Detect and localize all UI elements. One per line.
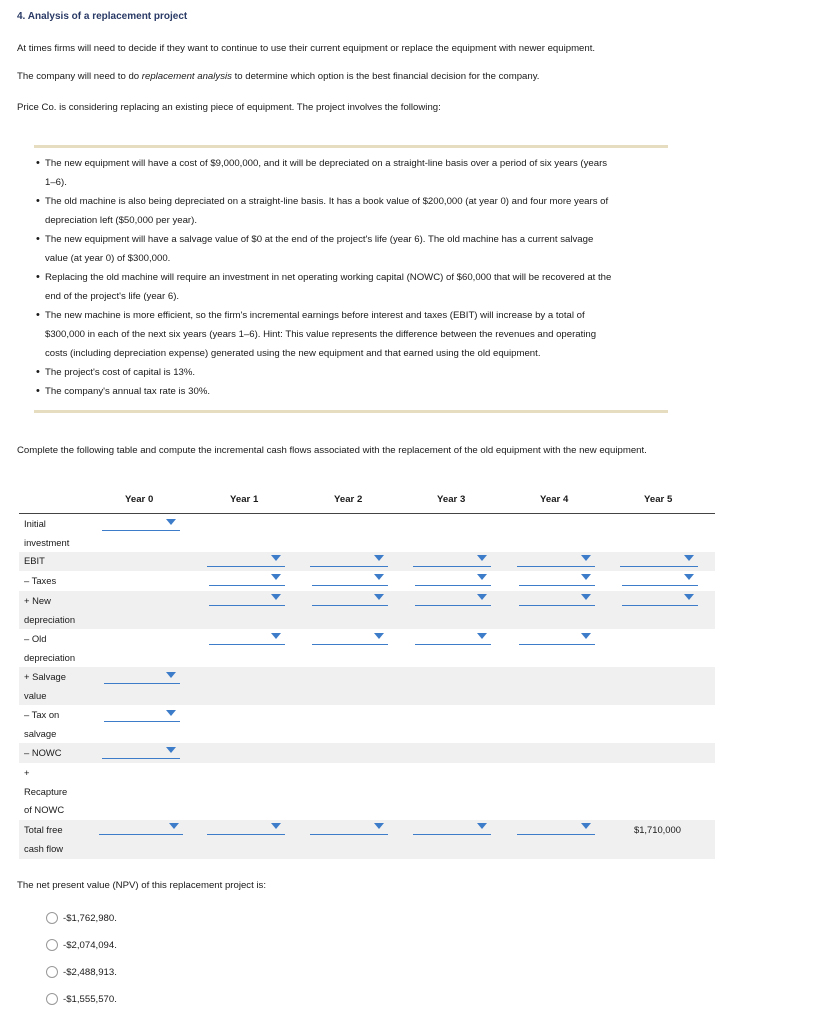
row-tax-on-salvage: – Tax on salvage <box>19 705 715 743</box>
row-salvage-value: + Salvage value <box>19 667 715 705</box>
chevron-down-icon <box>477 594 487 600</box>
chevron-down-icon <box>271 594 281 600</box>
new-dep-year4-dropdown[interactable] <box>519 593 595 606</box>
old-dep-year2-dropdown[interactable] <box>312 632 388 645</box>
chevron-down-icon <box>581 594 591 600</box>
taxes-year4-dropdown[interactable] <box>519 573 595 586</box>
intro-paragraph-1: At times firms will need to decide if they want to continue to use their current equipment or replace the equipment with newer equipment. <box>17 43 596 54</box>
radio-button[interactable] <box>46 993 58 1005</box>
bullet-nowc: • Replacing the old machine will require an investment in net operating working capital (NOWC) of $60,000 that will be recovered at the end of the project's life (year 6). <box>34 268 668 306</box>
salvage-year0-dropdown[interactable] <box>104 671 180 684</box>
chevron-down-icon <box>477 633 487 639</box>
project-details-box <box>34 145 668 413</box>
radio-button[interactable] <box>46 939 58 951</box>
chevron-down-icon <box>581 574 591 580</box>
nowc-year0-dropdown[interactable] <box>102 746 180 759</box>
header-year-5: Year 5 <box>644 494 673 505</box>
new-dep-year5-dropdown[interactable] <box>622 593 698 606</box>
chevron-down-icon <box>166 519 176 525</box>
intro-p2-end: to determine which option is the best financial decision for the company. <box>231 71 540 82</box>
bullet-old-machine-depreciation: • The old machine is also being depreciated on a straight-line basis. It has a book value of $200,000 (at year 0) and four more years of depreciation left ($50,000 per year). <box>34 192 668 230</box>
tax-on-salvage-year0-dropdown[interactable] <box>104 709 180 722</box>
new-dep-year1-dropdown[interactable] <box>209 593 285 606</box>
chevron-down-icon <box>271 574 281 580</box>
bullet-ebit: • The new machine is more efficient, so the firm's incremental earnings before interest and taxes (EBIT) will increase by a total of $300,000 in each of the next six years (years 1–6). Hint: This value represents the difference between the revenues and operating costs (including depreciation expense) generated using the new equipment and that earned using the old equipment. <box>34 306 668 363</box>
intro-paragraph-2 <box>17 71 539 82</box>
chevron-down-icon <box>271 823 281 829</box>
intro-p2-start: The company will need to do <box>17 71 142 82</box>
chevron-down-icon <box>581 555 591 561</box>
old-dep-year4-dropdown[interactable] <box>519 632 595 645</box>
chevron-down-icon <box>169 823 179 829</box>
total-year1-dropdown[interactable] <box>207 822 285 835</box>
chevron-down-icon <box>271 555 281 561</box>
row-initial-investment: Initial investment <box>19 514 715 552</box>
taxes-year2-dropdown[interactable] <box>312 573 388 586</box>
intro-p2-emphasis: replacement analysis <box>141 71 232 82</box>
taxes-year5-dropdown[interactable] <box>622 573 698 586</box>
total-year5-value: $1,710,000 <box>634 824 681 835</box>
chevron-down-icon <box>166 710 176 716</box>
row-total-free-cash-flow: Total free cash flow $1,710,000 <box>19 820 715 859</box>
section-title: 4. Analysis of a replacement project <box>17 11 188 22</box>
new-dep-year2-dropdown[interactable] <box>312 593 388 606</box>
row-recapture-nowc: + Recapture of NOWC <box>24 767 68 815</box>
total-year2-dropdown[interactable] <box>310 822 388 835</box>
header-year-0: Year 0 <box>125 494 154 505</box>
chevron-down-icon <box>374 574 384 580</box>
ebit-year4-dropdown[interactable] <box>517 554 595 567</box>
chevron-down-icon <box>477 555 487 561</box>
chevron-down-icon <box>684 555 694 561</box>
ebit-year2-dropdown[interactable] <box>310 554 388 567</box>
row-new-depreciation: + New depreciation <box>19 591 715 629</box>
chevron-down-icon <box>477 574 487 580</box>
header-year-2: Year 2 <box>334 494 363 505</box>
row-taxes: – Taxes <box>19 571 715 591</box>
chevron-down-icon <box>581 633 591 639</box>
intro-paragraph-3: Price Co. is considering replacing an existing piece of equipment. The project involves the following: <box>17 102 441 113</box>
ebit-year5-dropdown[interactable] <box>620 554 698 567</box>
total-year4-dropdown[interactable] <box>517 822 595 835</box>
row-ebit: EBIT <box>19 552 715 571</box>
taxes-year3-dropdown[interactable] <box>415 573 491 586</box>
header-year-3: Year 3 <box>437 494 466 505</box>
row-old-depreciation: – Old depreciation <box>19 629 715 667</box>
chevron-down-icon <box>166 672 176 678</box>
npv-question: The net present value (NPV) of this replacement project is: <box>17 880 267 891</box>
radio-button[interactable] <box>46 912 58 924</box>
table-instruction: Complete the following table and compute the incremental cash flows associated with the replacement of the old equipment with the new equipment. <box>17 445 647 456</box>
ebit-year3-dropdown[interactable] <box>413 554 491 567</box>
row-nowc: – NOWC <box>19 743 715 763</box>
bullet-salvage-values: • The new equipment will have a salvage value of $0 at the end of the project's life (year 6). The old machine has a current salvage value (at year 0) of $300,000. <box>34 230 668 268</box>
chevron-down-icon <box>581 823 591 829</box>
chevron-down-icon <box>374 555 384 561</box>
radio-button[interactable] <box>46 966 58 978</box>
total-year3-dropdown[interactable] <box>413 822 491 835</box>
project-details-list <box>34 154 668 401</box>
bullet-tax-rate: • The company's annual tax rate is 30%. <box>34 382 668 401</box>
chevron-down-icon <box>374 594 384 600</box>
chevron-down-icon <box>166 747 176 753</box>
bullet-new-equipment-cost: • The new equipment will have a cost of $9,000,000, and it will be depreciated on a straight-line basis over a period of six years (years 1–6). <box>34 154 668 192</box>
bullet-cost-of-capital: • The project's cost of capital is 13%. <box>34 363 668 382</box>
chevron-down-icon <box>374 633 384 639</box>
header-year-1: Year 1 <box>230 494 259 505</box>
header-year-4: Year 4 <box>540 494 569 505</box>
chevron-down-icon <box>374 823 384 829</box>
initial-investment-year0-dropdown[interactable] <box>102 518 180 531</box>
chevron-down-icon <box>684 574 694 580</box>
ebit-year1-dropdown[interactable] <box>207 554 285 567</box>
total-year0-dropdown[interactable] <box>99 822 183 835</box>
chevron-down-icon <box>477 823 487 829</box>
chevron-down-icon <box>684 594 694 600</box>
old-dep-year3-dropdown[interactable] <box>415 632 491 645</box>
chevron-down-icon <box>271 633 281 639</box>
taxes-year1-dropdown[interactable] <box>209 573 285 586</box>
old-dep-year1-dropdown[interactable] <box>209 632 285 645</box>
new-dep-year3-dropdown[interactable] <box>415 593 491 606</box>
